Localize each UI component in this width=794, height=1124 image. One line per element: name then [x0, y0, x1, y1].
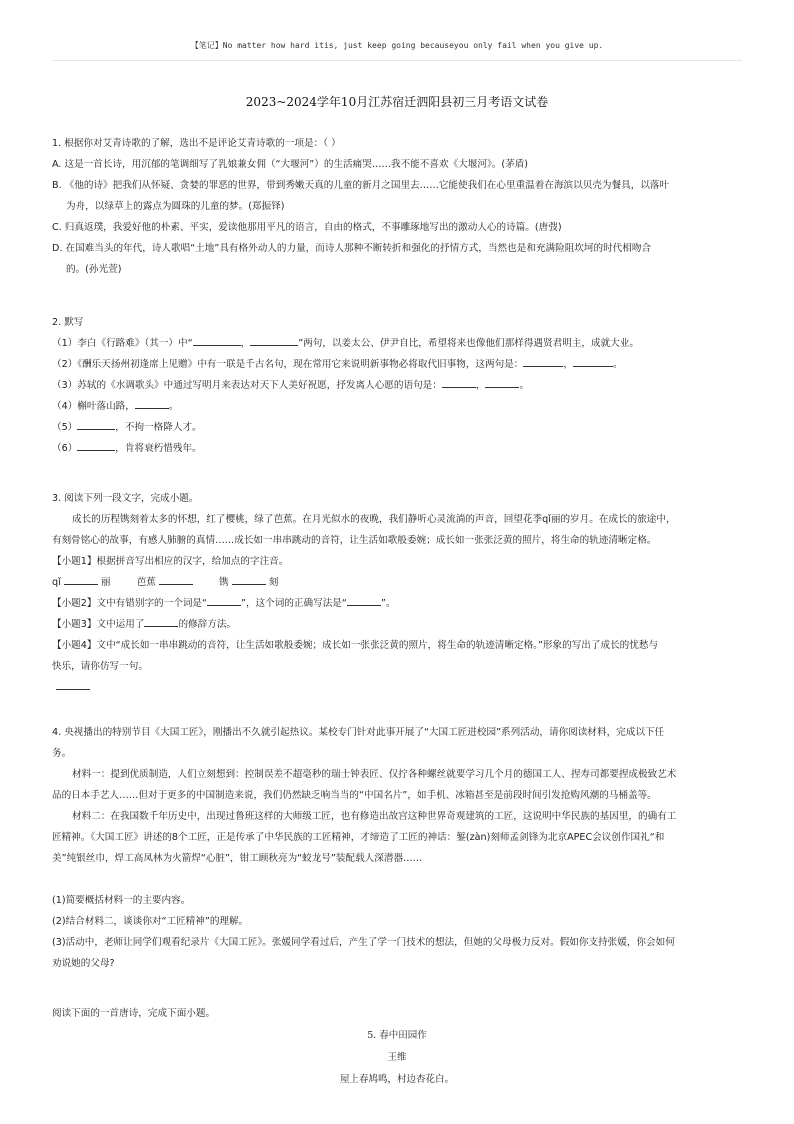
char-label: 刻: [268, 577, 279, 588]
q4-task-3-cont: 劝说她的父母?: [52, 958, 115, 969]
page-title: 2023~2024学年10月江苏宿迁泗阳县初三月考语文试卷: [245, 95, 549, 109]
q4-material-1: 材料一：提到优质制造，人们立刻想到：控制误差不超毫秒的瑞士钟表匠、仅拧各种螺丝就要学习几个月的德国工人、捏寿司都要捏成极致艺术: [72, 769, 677, 780]
answer-blank[interactable]: [77, 419, 115, 430]
q2-item-3-text-c: 。: [519, 380, 530, 391]
q4-stem: 4. 央视播出的特别节目《大国工匠》，刚播出不久就引起热议。某校专门针对此事开展了“大国工匠进校园”系列活动，请你阅读材料，完成以下任: [52, 727, 665, 738]
q2-item-3-text-b: ，: [475, 380, 486, 391]
q3-sub-2-text-b: ”，这个词的正确写法是“: [240, 598, 347, 609]
exam-body: [52, 133, 742, 1024]
q3-sub-4-cont: 快乐，请你仿写一句。: [52, 661, 148, 672]
answer-blank[interactable]: [523, 356, 563, 367]
answer-blank[interactable]: [573, 356, 613, 367]
q2-item-1-text-c: ”两句，以姜太公、伊尹自比，希望将来也像他们那样得遇贤君明主，成就大业。: [298, 338, 639, 349]
q2-item-2-text-c: 。: [613, 359, 623, 370]
char-label: 丽: [100, 577, 111, 588]
answer-blank[interactable]: [56, 679, 90, 690]
q3-sub-1-answers: [52, 572, 742, 593]
poem-title: 5. 春中田园作: [367, 1030, 427, 1041]
q3-sub-3: [52, 614, 742, 635]
answer-blank[interactable]: [77, 440, 115, 451]
q3-sub-3-text-a: 【小题3】文中运用了: [52, 619, 145, 630]
q2-item-4: [52, 396, 742, 417]
q1-option-d: D. 在国难当头的年代，诗人歌唱“土地”具有格外动人的力量，而诗人那种不断转折和强化的抒情方式，当然也是和充满险阻坎坷的时代相吻合: [52, 243, 652, 254]
q1-option-d-cont: 的。(孙光萱): [66, 264, 122, 275]
answer-blank[interactable]: [144, 616, 178, 627]
q3-sub-2-text-c: ”。: [380, 598, 396, 609]
q4-material-1-cont: 品的日本手艺人……但对于更多的中国制造来说，我们仍然缺乏响当当的“中国名片”，如手机、冰箱甚至是前段时间引发抢购风潮的马桶盖等。: [52, 790, 657, 801]
answer-blank[interactable]: [135, 398, 169, 409]
answer-blank[interactable]: [485, 377, 519, 388]
q4-material-2: 材料二：在我国数千年历史中，出现过鲁班这样的大师级工匠，也有修造出故宫这种世界奇观建筑的工匠，这说明中华民族的基因里，的确有工: [72, 811, 677, 822]
q2-item-1-text-a: （1）李白《行路难》（其一）中“: [52, 338, 193, 349]
header-divider: [52, 60, 742, 61]
question-1: [52, 133, 742, 280]
header-note: 【笔记】No matter how hard itis, just keep going becauseyou only fail when you give up.: [190, 41, 604, 50]
answer-blank[interactable]: [193, 335, 241, 346]
q2-item-5: [52, 417, 742, 438]
char-label: 镌: [218, 577, 229, 588]
q4-stem-cont: 务。: [52, 748, 72, 759]
question-3: [52, 488, 742, 698]
poem-line-1: 屋上春鸠鸣，村边杏花白。: [339, 1074, 454, 1085]
answer-blank[interactable]: [159, 574, 193, 585]
q1-option-b-cont: 为舟，以绿草上的露点为圆珠的儿童的梦。(郑振铎): [66, 201, 285, 212]
q2-item-3: [52, 375, 742, 396]
q1-option-b: B. 《他的诗》把我们从怀疑、贪婪的罪恶的世界，带到秀嫩天真的儿童的新月之国里去……它能使我们在心里重温着在海滨以贝壳为餐具，以落叶: [52, 180, 670, 191]
word-label: 芭蕉: [136, 577, 156, 588]
q3-sub-1: 【小题1】根据拼音写出相应的汉字，给加点的字注音。: [52, 556, 289, 567]
q2-item-1: [52, 333, 742, 354]
q2-item-2: [52, 354, 742, 375]
q2-item-5-text-b: ，不拘一格降人才。: [115, 422, 202, 433]
q3-sub-2: [52, 593, 742, 614]
q3-sub-4-answer: [52, 677, 742, 698]
q3-passage-line-1: 成长的历程镌刻着太多的怀想，红了樱桃，绿了芭蕉。在月光似水的夜晚，我们静听心灵流淌的声音，回望花季qǐ丽的岁月。在成长的旅途中，: [72, 514, 676, 525]
q4-task-3: (3)活动中，老师让同学们观看纪录片《大国工匠》。张媛同学看过后，产生了学一门技术的想法，但她的父母极力反对。假如你支持张媛，你会如何: [52, 937, 675, 948]
answer-blank[interactable]: [347, 595, 381, 606]
q2-item-5-text-a: （5）: [52, 422, 78, 433]
q3-passage-line-2: 有刻骨铭心的故事，有感人肺腑的真情……成长如一串串跳动的音符，让生活如歌般委婉；成长如一张张泛黄的照片，将生命的轨迹清晰定格。: [52, 535, 657, 546]
answer-blank[interactable]: [207, 595, 241, 606]
q4-task-2: (2)结合材料二，谈谈你对“工匠精神”的理解。: [52, 916, 249, 927]
q3-sub-4: 【小题4】文中“成长如一串串跳动的音符，让生活如歌般委婉；成长如一张张泛黄的照片，将生命的轨迹清晰定格。”形象的写出了成长的忧愁与: [52, 640, 659, 651]
q2-item-6: [52, 438, 742, 459]
question-2: [52, 312, 742, 459]
q2-item-4-text-b: 。: [168, 401, 179, 412]
q4-task-1: (1)简要概括材料一的主要内容。: [52, 895, 191, 906]
q1-option-a: A. 这是一首长诗，用沉郁的笔调细写了乳娘兼女佣（“大堰河”）的生活痛哭……我不能不喜欢《大堰河》。(茅盾): [52, 159, 529, 170]
answer-blank[interactable]: [250, 335, 298, 346]
answer-blank[interactable]: [64, 574, 98, 585]
question-4: [52, 722, 742, 974]
q2-item-3-text-a: （3）苏轼的《水调歌头》中通过写明月来表达对天下人美好祝愿，抒发离人心愿的语句是：: [52, 380, 442, 391]
q4-material-2-cont-2: 美”纯银丝巾，焊工高凤林为火箭焊“心脏”，钳工顾秋亮为“蛟龙号”装配载人深潜器……: [52, 853, 423, 864]
q3-sub-3-text-b: 的修辞方法。: [178, 619, 237, 630]
q1-stem: 1. 根据你对艾青诗歌的了解，选出不是评论艾青诗歌的一项是：（ ）: [52, 138, 341, 149]
q3-sub-2-text-a: 【小题2】文中有错别字的一个词是“: [52, 598, 207, 609]
q4-material-2-cont: 匠精神。《大国工匠》讲述的8个工匠，正是传承了中华民族的工匠精神，才缔造了工匠的神话：錾(zàn)刻师孟剑锋为北京APEC会议创作国礼“和: [52, 832, 665, 843]
q2-item-4-text-a: （4）槲叶落山路，: [52, 401, 135, 412]
poem-author: 王维: [387, 1052, 407, 1063]
q2-item-2-text-b: ，: [563, 359, 573, 370]
q1-option-c: C. 归真返璞，我爱好他的朴素、平实，爱读他那用平凡的语言，自由的格式，不事雕琢地写出的激动人心的诗篇。(唐弢): [52, 222, 562, 233]
q5-intro: 阅读下面的一首唐诗，完成下面小题。: [52, 1008, 216, 1019]
q2-item-6-text-b: ，肯将衰朽惜残年。: [115, 443, 202, 454]
answer-blank[interactable]: [442, 377, 476, 388]
q2-item-1-text-b: ，: [240, 338, 251, 349]
q2-item-2-text-a: （2）《酬乐天扬州初逢席上见赠》中有一联是千古名句，现在常用它来说明新事物必将取代旧事物，这两句是：: [52, 359, 524, 370]
q3-stem: 3. 阅读下列一段文字，完成小题。: [52, 493, 199, 504]
answer-blank[interactable]: [232, 574, 266, 585]
pinyin-label: qǐ: [52, 577, 61, 588]
q2-stem: 2. 默写: [52, 317, 84, 328]
q2-item-6-text-a: （6）: [52, 443, 78, 454]
